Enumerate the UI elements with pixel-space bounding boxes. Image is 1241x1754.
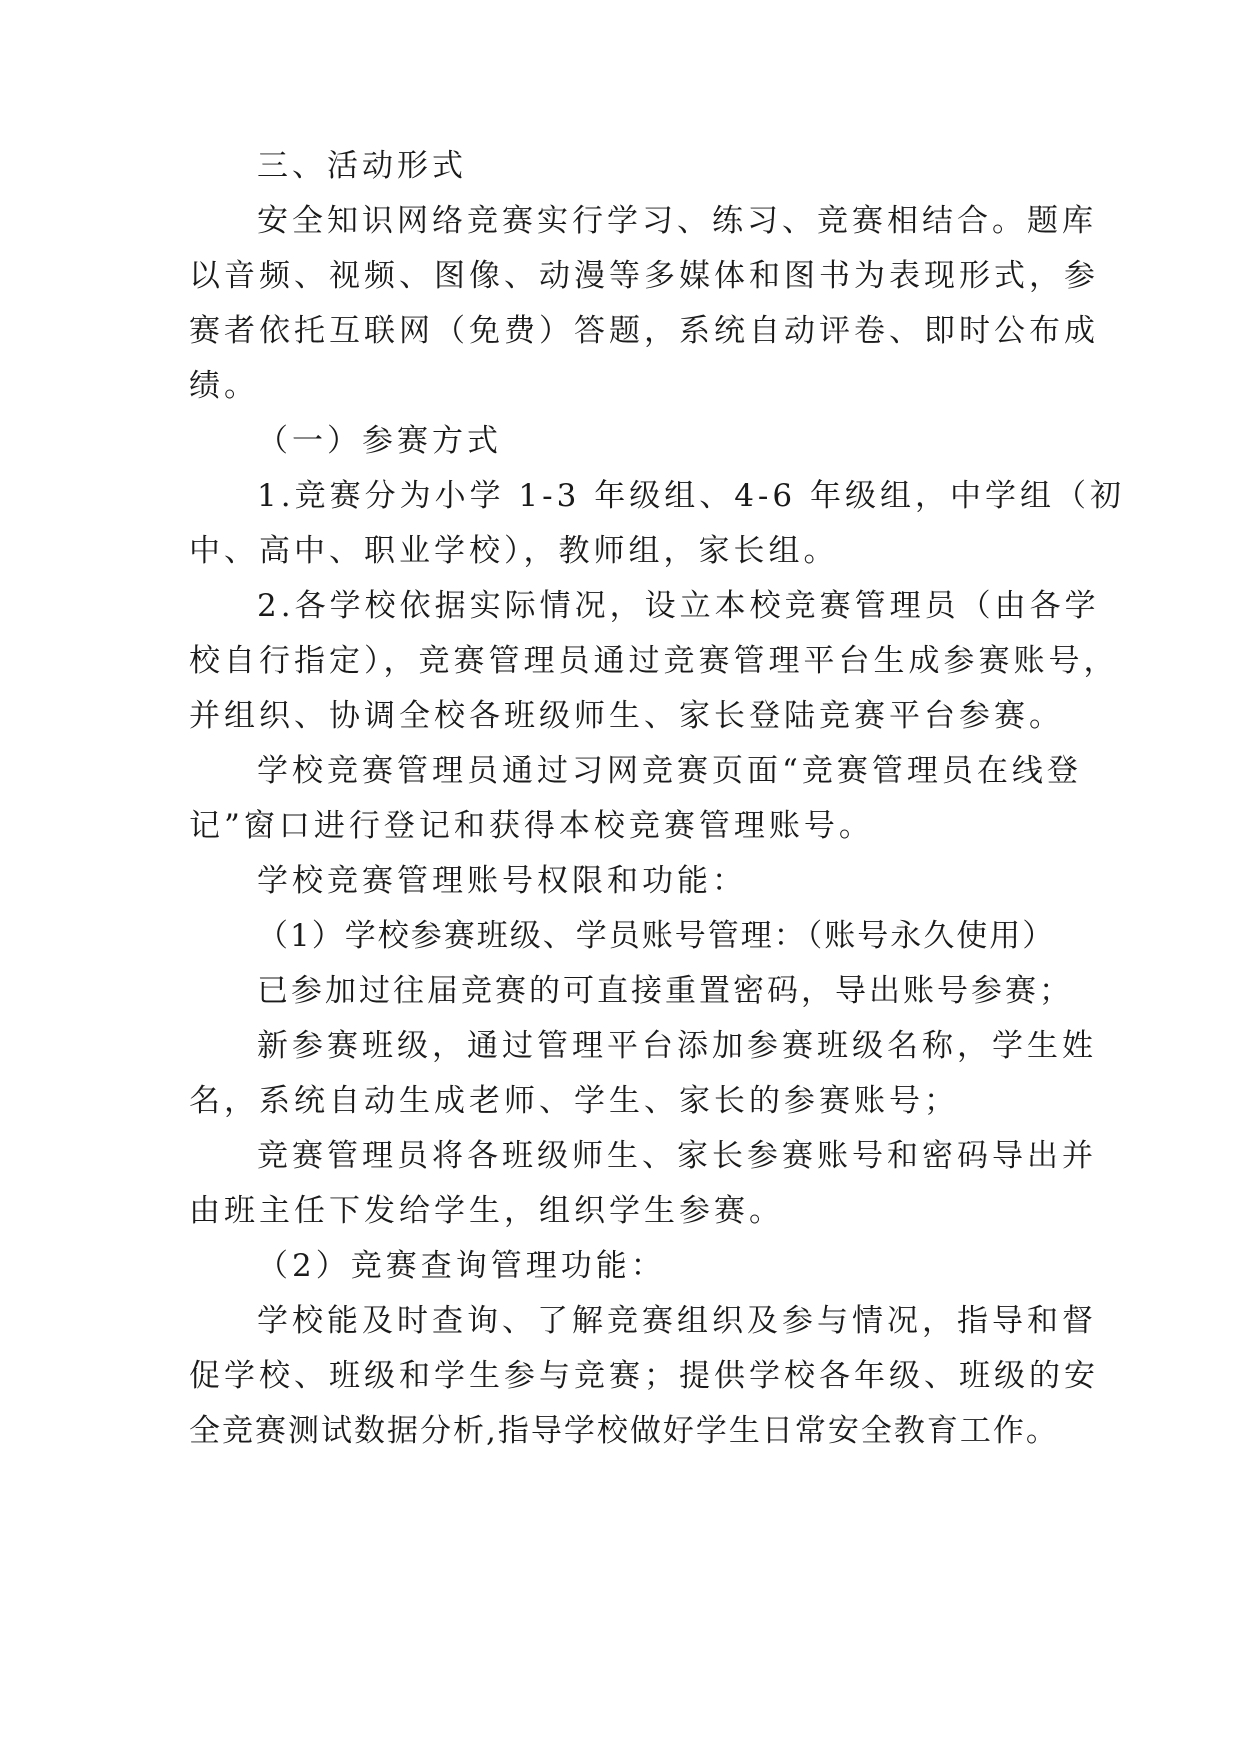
registration-line-1: 学校竞赛管理员通过习网竞赛页面“竞赛管理员在线登 bbox=[257, 753, 1082, 789]
function-2-line-3: 全竞赛测试数据分析,指导学校做好学生日常安全教育工作。 bbox=[189, 1413, 1059, 1449]
item-2-line-3: 并组织、协调全校各班级师生、家长登陆竞赛平台参赛。 bbox=[189, 698, 1064, 734]
permissions-heading: 学校竞赛管理账号权限和功能： bbox=[257, 863, 747, 899]
item-2-line-2: 校自行指定），竞赛管理员通过竞赛管理平台生成参赛账号， bbox=[189, 643, 1119, 679]
function-2-line-1: 学校能及时查询、了解竞赛组织及参与情况，指导和督 bbox=[257, 1303, 1097, 1339]
intro-line-4: 绩。 bbox=[189, 368, 259, 404]
section-heading: 三、活动形式 bbox=[257, 148, 467, 184]
registration-line-2: 记”窗口进行登记和获得本校竞赛管理账号。 bbox=[189, 808, 874, 844]
function-1-reset: 已参加过往届竞赛的可直接重置密码，导出账号参赛； bbox=[257, 973, 1073, 1009]
function-1-export-line-2: 由班主任下发给学生，组织学生参赛。 bbox=[189, 1193, 784, 1229]
function-1-new-line-1: 新参赛班级，通过管理平台添加参赛班级名称，学生姓 bbox=[257, 1028, 1097, 1064]
intro-line-2: 以音频、视频、图像、动漫等多媒体和图书为表现形式，参 bbox=[189, 258, 1099, 294]
intro-line-3: 赛者依托互联网（免费）答题，系统自动评卷、即时公布成 bbox=[189, 313, 1099, 349]
item-2-line-1: 2.各学校依据实际情况，设立本校竞赛管理员（由各学 bbox=[257, 588, 1100, 624]
subheading-participation: （一）参赛方式 bbox=[257, 423, 502, 459]
function-1-heading: （1）学校参赛班级、学员账号管理：（账号永久使用） bbox=[257, 918, 1056, 954]
item-1-line-2: 中、高中、职业学校），教师组，家长组。 bbox=[189, 533, 839, 569]
intro-line-1: 安全知识网络竞赛实行学习、练习、竞赛相结合。题库 bbox=[257, 203, 1097, 239]
function-1-export-line-1: 竞赛管理员将各班级师生、家长参赛账号和密码导出并 bbox=[257, 1138, 1097, 1174]
function-2-heading: （2）竞赛查询管理功能： bbox=[257, 1248, 666, 1284]
function-2-line-2: 促学校、班级和学生参与竞赛；提供学校各年级、班级的安 bbox=[189, 1358, 1099, 1394]
item-1-line-1: 1.竞赛分为小学 1-3 年级组、4-6 年级组，中学组（初 bbox=[257, 478, 1125, 514]
function-1-new-line-2: 名，系统自动生成老师、学生、家长的参赛账号； bbox=[189, 1083, 959, 1119]
